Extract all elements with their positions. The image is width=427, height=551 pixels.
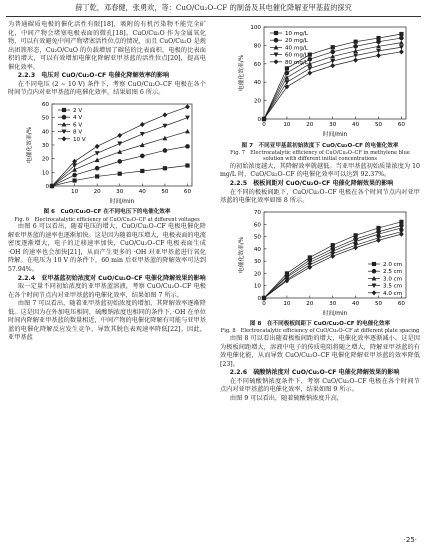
data-point <box>117 133 122 138</box>
data-point <box>72 173 77 178</box>
x-tick-label: 60 <box>397 122 405 128</box>
x-axis-label: 时间/min <box>322 132 348 138</box>
data-point <box>399 40 404 45</box>
paragraph-2-2-6: 在不同硫酸钠浓度条件下，考察 CuO/Cu₂O–CF 电极在各个时间节点内对亚甲基蓝的电催化效率，结果如图 9 所示。 <box>220 377 420 394</box>
x-tick-label: 0 <box>262 122 266 128</box>
legend <box>368 262 402 297</box>
y-tick-label: 60 <box>41 101 49 108</box>
running-header: 薛丁乾，邓春健，张勇欢，等：CuO/Cu₂O–CF 的制备及其电催化降解亚甲基蓝的探究 <box>75 3 352 12</box>
data-point <box>376 53 381 58</box>
figure-8-caption-en: Fig. 8 Electrocatalytic efficiency of CuO/Cu₂O–CF at different plate spacing <box>220 328 420 335</box>
legend-label: 10 mg/L <box>285 31 308 37</box>
x-tick-label: 30 <box>329 300 337 307</box>
legend-label: 2.5 cm <box>383 268 403 275</box>
y-axis-label: 电催化效率/% <box>239 54 245 92</box>
legend-label: 60 mg/L <box>285 52 308 59</box>
legend-label: 80 mg/L <box>285 59 308 66</box>
paragraph-fig7-discussion: 的初始浓度越大，其降解效率就越低。当亚甲基蓝初始质量浓度为 10 mg/L 时，CuO/Cu₂O–CF 的电催化效率可以达到 92.37%。 <box>220 162 420 179</box>
legend <box>58 108 86 143</box>
data-point <box>307 264 312 269</box>
paragraph-intro: 为普通碳质电极的催化活性有限[18]，吸附的有机污染物不能完全矿化，中间产物会堵塞电极表面的微孔[18]。CuO/Cu₂O 作为金属氧化物，可以有效避免中间产物堵塞活性位点的情况，而且 CuO/Cu₂O 是规出团簇形态，Cu₂O/CuO 的负载增加了碳毡的比表面积，电极的比表面积的增大，可以有效增加电催化降解亚甲基蓝的活性位点[20]，提高电催化效率。 <box>8 21 206 71</box>
left-column <box>8 21 206 529</box>
data-point <box>95 151 100 156</box>
header-rule <box>6 16 421 17</box>
x-tick-label: 40 <box>138 188 146 195</box>
data-point <box>95 166 100 171</box>
y-tick-label: 0 <box>257 117 261 123</box>
legend-label: 8 V <box>73 129 83 136</box>
y-axis-label: 电催化效率/% <box>239 236 245 273</box>
data-point <box>140 122 145 127</box>
y-tick-label: 50 <box>41 115 49 122</box>
data-point <box>95 174 99 178</box>
x-tick-label: 20 <box>93 188 101 195</box>
legend <box>270 31 309 66</box>
data-point <box>117 141 122 146</box>
x-tick-label: 20 <box>306 122 314 128</box>
data-point <box>399 36 404 41</box>
y-tick-label: 30 <box>41 142 49 149</box>
x-tick-label: 20 <box>306 300 314 307</box>
figure-6-caption-cn: 图 6 CuO/Cu₂O–CF 在不同电压下的电催化效率 <box>43 209 171 216</box>
paragraph-2-2-3: 在不同电压 (2 ~ 10 V) 条件下，考察 CuO/Cu₂O–CF 电极在各个时间节点内对亚甲基蓝的电催化效率，结果如图 6 所示。 <box>8 80 206 97</box>
paragraph-2-2-4: 取一定量不同初始浓度的亚甲基蓝溶液，考察 CuO/Cu₂O–CF 电极在各个时间节点内对亚甲基蓝的电催化效率，结果如图 7 所示。 <box>8 283 206 299</box>
legend-label: 2.0 cm <box>383 261 403 268</box>
x-tick-label: 0 <box>262 300 266 307</box>
data-point <box>163 112 168 117</box>
data-point <box>307 66 312 71</box>
data-point <box>308 57 313 62</box>
data-point <box>140 154 145 159</box>
figure-6-chart <box>8 98 206 206</box>
legend-marker <box>274 38 279 43</box>
data-point <box>330 50 335 55</box>
data-point <box>185 144 190 149</box>
figure-8-caption <box>220 321 420 335</box>
data-point <box>95 157 100 162</box>
x-tick-label: 50 <box>374 300 383 307</box>
legend-marker <box>372 290 377 295</box>
y-tick-label: 100 <box>250 25 261 31</box>
figure-6-caption-en: Fig. 6 Electrocatalytic efficiency of CuO/Cu₂O–CF at different voltages <box>14 216 200 223</box>
legend-label: 40 mg/L <box>285 45 308 52</box>
y-tick-label: 40 <box>41 129 49 136</box>
data-point <box>185 163 189 167</box>
y-tick-label: 40 <box>253 80 261 87</box>
y-tick-label: 60 <box>253 61 261 68</box>
data-point <box>117 159 122 164</box>
data-point <box>163 166 167 170</box>
legend-label: 4.0 cm <box>383 290 403 297</box>
right-column <box>220 21 420 529</box>
figure-8-chart <box>220 206 420 318</box>
y-axis-label: 电催化效率/% <box>27 126 33 164</box>
x-tick-label: 60 <box>183 188 192 195</box>
data-point <box>185 104 190 109</box>
x-tick-label: 50 <box>161 188 169 195</box>
data-point <box>163 124 168 129</box>
legend-label: 3.0 cm <box>383 276 403 283</box>
y-tick-label: 70 <box>253 209 261 216</box>
data-point <box>354 40 358 44</box>
data-point <box>307 70 312 75</box>
paragraph-fig8-discussion: 由图 8 可以看出随着极板间距的增大，电催化效率逐渐减小。这是因为极板间距增大，溶液中电子的传质电阻将随之增大，降解亚甲基蓝的有效电催化能，从而导致 CuO/Cu₂O–CF 电催化降解亚甲基蓝的效率降低[23]。 <box>220 335 420 368</box>
y-tick-label: 20 <box>41 156 49 163</box>
page-number: ·25· <box>403 536 417 544</box>
paragraph-2-2-5: 在不同的极板间距下，CuO/Cu₂O–CF 电极在各个时间节点内对亚甲基蓝的电催化效率如图 8 所示。 <box>220 188 420 205</box>
data-point <box>72 178 76 182</box>
series-line <box>264 225 401 297</box>
y-tick-label: 0 <box>45 183 49 190</box>
y-tick-label: 20 <box>253 98 261 105</box>
x-tick-label: 10 <box>283 122 291 128</box>
section-2-2-5-heading: 2.2.5 极板间距对 CuO/Cu₂O–CF 电催化降解效果的影响 <box>229 180 394 188</box>
y-tick-label: 30 <box>253 258 261 265</box>
data-point <box>163 148 168 153</box>
data-point <box>185 115 190 120</box>
legend-label: 20 mg/L <box>285 38 308 45</box>
y-tick-label: 10 <box>253 283 261 290</box>
data-point <box>285 66 289 70</box>
y-tick-label: 60 <box>253 221 261 228</box>
data-point <box>353 44 358 49</box>
paragraph-2-2-6-discussion: 由图 9 可以看出，随着硫酸钠浓度升高， <box>229 394 343 402</box>
data-point <box>376 39 381 44</box>
figure-8-caption-cn: 图 8 在不同极板间距下 CuO/Cu₂O–CF 的电催化效率 <box>249 321 391 328</box>
legend-marker <box>62 136 67 141</box>
figure-6 <box>8 98 206 223</box>
legend-label: 6 V <box>73 122 83 129</box>
figure-7-chart <box>220 21 420 139</box>
legend-label: 4 V <box>73 115 83 122</box>
x-tick-label: 40 <box>352 122 360 128</box>
paragraph-2-2-4-discussion: 由图 7 可以看出，随着亚甲基蓝初始浓度的增加，其降解效率逐渐降低。这是因为在外加电压相同，硫酸钠浓度也相同的条件下，·OH 在单位时间内降解亚甲基蓝的数量相近，中间产物的电催化降解有可能与亚甲基蓝的电催化降解反应发生竞争，导致其脱色表观速率降低[22]。因此，亚甲基蓝 <box>8 300 206 342</box>
legend-marker <box>62 115 67 120</box>
figure-6-caption <box>8 209 206 223</box>
y-tick-label: 0 <box>257 295 261 302</box>
x-axis-label: 时间/min <box>109 198 135 205</box>
series-line <box>264 231 401 297</box>
section-2-2-6-heading: 2.2.6 硫酸钠浓度对 CuO/Cu₂O–CF 电催化降解效果的影响 <box>229 369 400 377</box>
x-axis-label: 时间/min <box>322 310 348 317</box>
x-tick-label: 30 <box>329 122 337 128</box>
y-tick-label: 40 <box>253 246 261 253</box>
series-1 <box>262 32 404 121</box>
legend-label: 10 V <box>73 136 86 143</box>
legend-label: 3.5 cm <box>383 283 403 290</box>
data-point <box>140 169 144 173</box>
figure-8 <box>220 206 420 335</box>
x-tick-label: 40 <box>352 300 360 307</box>
legend-marker <box>372 262 376 266</box>
legend-marker <box>372 269 377 274</box>
x-tick-label: 50 <box>374 122 383 128</box>
data-point <box>140 132 145 137</box>
legend-marker <box>274 31 278 35</box>
figure-7 <box>220 21 420 163</box>
legend-label: 2 V <box>73 107 83 114</box>
data-point <box>399 49 404 54</box>
data-point <box>330 63 335 68</box>
data-point <box>118 172 122 176</box>
data-point <box>399 32 403 36</box>
x-tick-label: 10 <box>71 188 79 195</box>
x-tick-label: 60 <box>397 300 405 307</box>
y-tick-label: 20 <box>253 271 261 278</box>
x-tick-label: 30 <box>116 188 124 195</box>
data-point <box>308 53 312 57</box>
section-2-2-4-heading: 2.2.4 亚甲基蓝初始浓度对 CuO/Cu₂O–CF 电催化降解效果的影响 <box>17 274 206 282</box>
series-5 <box>50 104 190 188</box>
data-point <box>95 144 100 149</box>
figure-7-caption-cn: 图 7 不同亚甲基蓝初始浓度下 CuO/Cu₂O–CF 的电催化效率 <box>241 142 399 149</box>
y-tick-label: 80 <box>253 43 261 50</box>
section-2-2-3-heading: 2.2.3 电压对 CuO/Cu₂O–CF 电催化降解效率的影响 <box>17 72 170 80</box>
paragraph-fig6-discussion: 由图 6 可以看出，随着电压的增大，CuO/Cu₂O–CF 电极电催化降解亚甲基蓝的速率也逐渐加快。这是因为随着电压增大，电极表面的电流密度逐渐增大，电子的迁移速率加快，CuO/Cu₂O–CF 电极表面生成 ·OH 的速率也会加快[21]，从而产生更多的 ·OH 对亚甲基蓝进行氧化降解。在电压为 10 V 的条件下，60 min 后亚甲基蓝的降解效率可达到 57.94%。 <box>8 223 206 273</box>
legend-marker <box>62 108 66 112</box>
y-tick-label: 50 <box>253 234 261 241</box>
data-point <box>185 129 190 134</box>
data-point <box>331 45 335 49</box>
data-point <box>353 58 358 63</box>
y-tick-label: 10 <box>41 170 49 177</box>
figure-7-caption <box>220 143 420 163</box>
data-point <box>285 80 290 85</box>
data-point <box>285 71 290 76</box>
figure-7-caption-en: Fig. 7 Electrocatalytic efficiency of CuO/Cu₂O–CF in methylene blue solution with different initial concentrations <box>230 149 410 163</box>
x-tick-label: 10 <box>283 300 291 307</box>
legend-marker <box>274 59 279 64</box>
series-line <box>264 228 401 298</box>
